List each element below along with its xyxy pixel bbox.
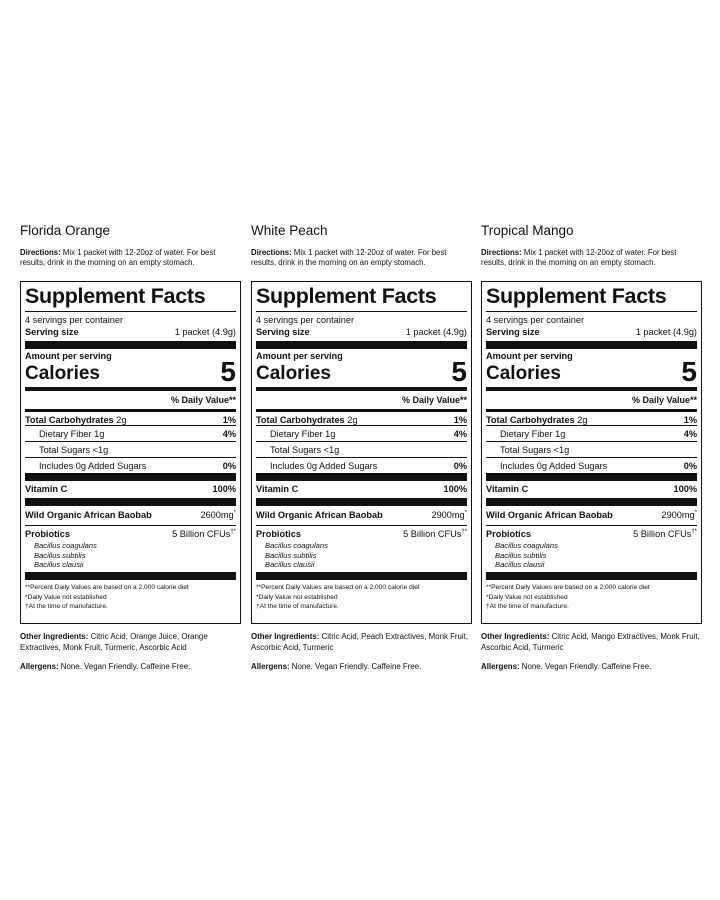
baobab-label: Wild Organic African Baobab (25, 510, 152, 520)
product-column-white-peach (251, 222, 472, 673)
total-carbs-row (486, 409, 697, 425)
total-sugars-row (25, 441, 236, 457)
flavor-title: Tropical Mango (481, 223, 574, 238)
supplement-facts-panel (481, 281, 702, 624)
directions (20, 248, 241, 270)
probiotics-amount: 5 Billion CFUs (172, 529, 231, 539)
other-ingredients (251, 632, 472, 653)
daily-value-header: % Daily Value** (401, 395, 467, 405)
amount-per-serving: Amount per serving (256, 351, 343, 361)
vitamin-c-label: Vitamin C (256, 484, 299, 494)
dietary-fiber-row (486, 425, 697, 441)
other-ingredients-text: Citric Acid, Peach Extractives, Monk Fruit, Ascorbic Acid, Turmeric (251, 632, 469, 652)
footnotes (256, 583, 467, 612)
directions-text: Mix 1 packet with 12-20oz of water. For best results, drink in the morning on an empty stomach. (481, 248, 677, 267)
footnote: *Daily Value not established (256, 593, 338, 601)
vitamin-c-row (486, 481, 697, 498)
other-ingredients (20, 632, 241, 653)
flavor-title: White Peach (251, 223, 328, 238)
serving-size-value: 1 packet (4.9g) (174, 327, 236, 337)
total-carbs-amount: 2g (116, 415, 127, 425)
footnote: †At the time of manufacture. (25, 603, 108, 610)
footnote: *Daily Value not established (486, 593, 568, 601)
total-carbs-dv: 1% (683, 415, 697, 425)
added-sugars-dv: 0% (453, 461, 467, 471)
allergens-text: None. Vegan Friendly. Caffeine Free. (521, 662, 652, 671)
dietary-fiber-label: Dietary Fiber 1g (270, 429, 336, 439)
serving-size-label: Serving size (25, 327, 79, 337)
probiotics-label: Probiotics (486, 529, 531, 539)
added-sugars-row (486, 457, 697, 473)
footnotes (486, 583, 697, 612)
supplement-facts-panel (251, 281, 472, 624)
total-sugars-label: Total Sugars <1g (500, 445, 570, 455)
baobab-mark: * (233, 509, 236, 516)
strain-item: Bacillus coagulans (495, 541, 558, 550)
footnotes (25, 583, 236, 612)
other-ingredients-text: Citric Acid, Orange Juice, Orange Extractives, Monk Fruit, Turmeric, Ascorbic Acid (20, 632, 208, 652)
product-column-florida-orange (20, 222, 241, 673)
servings-per-container: 4 servings per container (256, 315, 355, 325)
dietary-fiber-row (25, 425, 236, 441)
probiotics-row (256, 529, 467, 540)
vitamin-c-dv: 100% (673, 484, 697, 494)
probiotics-amount: 5 Billion CFUs (633, 529, 692, 539)
footnote: **Percent Daily Values are based on a 2,000 calorie diet (25, 584, 189, 591)
probiotics-row (25, 529, 236, 540)
probiotic-strains (486, 541, 697, 571)
supplement-facts-title: Supplement Facts (25, 284, 206, 308)
total-carbs-dv: 1% (222, 415, 236, 425)
directions-text: Mix 1 packet with 12-20oz of water. For best results, drink in the morning on an empty stomach. (20, 248, 216, 267)
strain-item: Bacillus clausii (34, 560, 84, 569)
serving-size-row (25, 326, 236, 341)
added-sugars-label: Includes 0g Added Sugars (39, 461, 147, 471)
total-sugars-row (256, 441, 467, 457)
total-carbs-label: Total Carbohydrates (256, 415, 345, 425)
allergens (20, 662, 241, 673)
baobab-mark: * (464, 509, 467, 516)
daily-value-header: % Daily Value** (170, 395, 236, 405)
serving-size-value: 1 packet (4.9g) (405, 327, 467, 337)
vitamin-c-label: Vitamin C (486, 484, 529, 494)
flavor-title: Florida Orange (20, 223, 111, 238)
strain-item: Bacillus coagulans (265, 541, 328, 550)
strain-item: Bacillus clausii (495, 560, 545, 569)
added-sugars-label: Includes 0g Added Sugars (500, 461, 608, 471)
baobab-row (25, 506, 236, 525)
daily-value-header: % Daily Value** (631, 395, 697, 405)
supplement-facts-title: Supplement Facts (486, 284, 667, 308)
allergens-label: Allergens: (481, 662, 520, 671)
product-column-tropical-mango (481, 222, 702, 673)
baobab-row (256, 506, 467, 525)
total-carbs-amount: 2g (577, 415, 588, 425)
vitamin-c-dv: 100% (212, 484, 236, 494)
dietary-fiber-dv: 4% (222, 429, 236, 439)
allergens-label: Allergens: (251, 662, 290, 671)
dietary-fiber-dv: 4% (683, 429, 697, 439)
added-sugars-row (256, 457, 467, 473)
directions-label: Directions: (251, 248, 292, 257)
vitamin-c-row (256, 481, 467, 498)
vitamin-c-row (25, 481, 236, 498)
supplement-facts-title: Supplement Facts (256, 284, 437, 308)
added-sugars-label: Includes 0g Added Sugars (270, 461, 378, 471)
directions-label: Directions: (481, 248, 522, 257)
total-carbs-label: Total Carbohydrates (486, 415, 575, 425)
probiotics-label: Probiotics (256, 529, 301, 539)
directions-text: Mix 1 packet with 12-20oz of water. For best results, drink in the morning on an empty stomach. (251, 248, 447, 267)
baobab-amount: 2600mg (200, 510, 234, 520)
serving-size-value: 1 packet (4.9g) (635, 327, 697, 337)
other-ingredients-label: Other Ingredients: (20, 632, 89, 641)
total-carbs-dv: 1% (453, 415, 467, 425)
total-carbs-row (256, 409, 467, 425)
footnote: †At the time of manufacture. (486, 603, 569, 610)
allergens (251, 662, 472, 673)
strain-item: Bacillus coagulans (34, 541, 97, 550)
amount-per-serving: Amount per serving (486, 351, 573, 361)
total-carbs-label: Total Carbohydrates (25, 415, 114, 425)
allergens-label: Allergens: (20, 662, 59, 671)
probiotics-label: Probiotics (25, 529, 70, 539)
other-ingredients-label: Other Ingredients: (481, 632, 550, 641)
probiotics-row (486, 529, 697, 540)
strain-item: Bacillus subtilis (34, 550, 86, 560)
serving-size-row (256, 326, 467, 341)
vitamin-c-dv: 100% (443, 484, 467, 494)
total-sugars-label: Total Sugars <1g (270, 445, 340, 455)
total-carbs-row (25, 409, 236, 425)
footnote: **Percent Daily Values are based on a 2,000 calorie diet (486, 584, 650, 591)
dietary-fiber-label: Dietary Fiber 1g (500, 429, 566, 439)
calories-label: Calories (486, 363, 561, 384)
allergens (481, 662, 702, 673)
probiotics-amount: 5 Billion CFUs (403, 529, 462, 539)
added-sugars-dv: 0% (222, 461, 236, 471)
total-sugars-row (486, 441, 697, 457)
allergens-text: None. Vegan Friendly. Caffeine Free. (291, 662, 422, 671)
calories-value: 5 (451, 356, 467, 387)
directions (481, 248, 702, 270)
directions (251, 248, 472, 270)
allergens-text: None. Vegan Friendly. Caffeine Free. (60, 662, 191, 671)
probiotics-mark: †* (691, 528, 697, 535)
strain-item: Bacillus subtilis (495, 550, 547, 560)
supplement-facts-panel (20, 281, 241, 624)
footnote: †At the time of manufacture. (256, 603, 339, 610)
dietary-fiber-label: Dietary Fiber 1g (39, 429, 105, 439)
calories-value: 5 (220, 356, 236, 387)
baobab-label: Wild Organic African Baobab (486, 510, 613, 520)
footnote: *Daily Value not established (25, 593, 107, 601)
probiotics-mark: †* (230, 528, 236, 535)
amount-per-serving: Amount per serving (25, 351, 112, 361)
serving-size-label: Serving size (486, 327, 540, 337)
calories-label: Calories (256, 363, 331, 384)
baobab-row (486, 506, 697, 525)
footnote: **Percent Daily Values are based on a 2,000 calorie diet (256, 584, 420, 591)
dietary-fiber-dv: 4% (453, 429, 467, 439)
directions-label: Directions: (20, 248, 61, 257)
serving-size-row (486, 326, 697, 341)
servings-per-container: 4 servings per container (486, 315, 585, 325)
other-ingredients-label: Other Ingredients: (251, 632, 320, 641)
total-sugars-label: Total Sugars <1g (39, 445, 109, 455)
added-sugars-dv: 0% (683, 461, 697, 471)
baobab-label: Wild Organic African Baobab (256, 510, 383, 520)
probiotic-strains (25, 541, 236, 571)
dietary-fiber-row (256, 425, 467, 441)
baobab-amount: 2900mg (661, 510, 695, 520)
other-ingredients-text: Citric Acid, Mango Extractives, Monk Fruit, Ascorbic Acid, Turmeric (481, 632, 700, 652)
baobab-mark: * (694, 509, 697, 516)
servings-per-container: 4 servings per container (25, 315, 124, 325)
other-ingredients (481, 632, 702, 653)
strain-item: Bacillus subtilis (265, 550, 317, 560)
vitamin-c-label: Vitamin C (25, 484, 68, 494)
baobab-amount: 2900mg (431, 510, 465, 520)
strain-item: Bacillus clausii (265, 560, 315, 569)
calories-label: Calories (25, 363, 100, 384)
added-sugars-row (25, 457, 236, 473)
probiotics-mark: †* (461, 528, 467, 535)
probiotic-strains (256, 541, 467, 571)
total-carbs-amount: 2g (347, 415, 358, 425)
serving-size-label: Serving size (256, 327, 310, 337)
calories-value: 5 (681, 356, 697, 387)
